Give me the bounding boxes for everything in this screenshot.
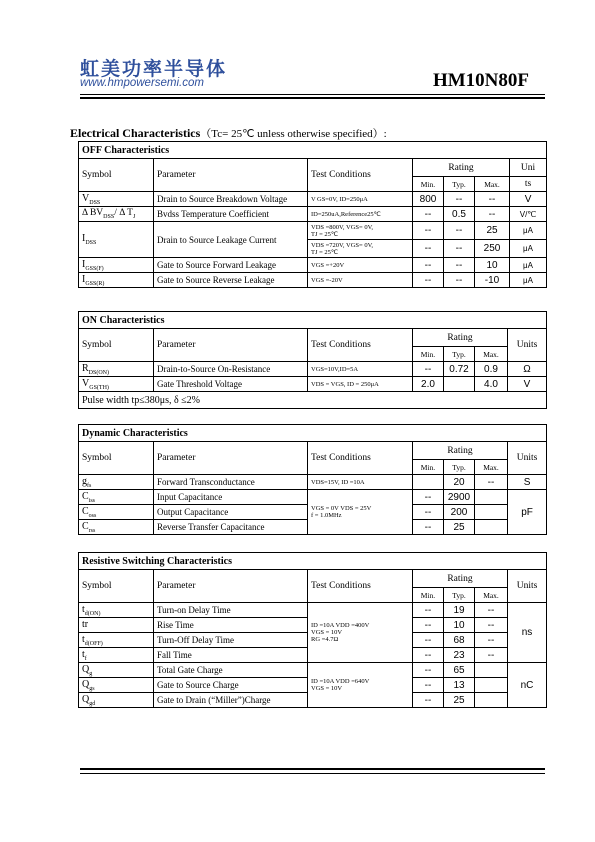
symbol-cell: $Q_{gs}$ (79, 678, 154, 693)
min-cell: -- (413, 258, 444, 273)
max-cell (475, 678, 508, 693)
col-symbol: Symbol (79, 159, 154, 192)
typ-cell: -- (444, 273, 475, 288)
col-parameter: Parameter (154, 442, 308, 475)
typ-cell: 65 (444, 663, 475, 678)
col-max: Max. (475, 347, 508, 362)
typ-cell: 25 (444, 693, 475, 708)
symbol-cell: $Q_{gd}$ (79, 693, 154, 708)
col-units-2: ts (510, 177, 547, 192)
symbol-cell: $I_{GSS(R)}$ (79, 273, 154, 288)
typ-cell: -- (444, 222, 475, 240)
col-conditions: Test Conditions (308, 442, 413, 475)
col-typ: Typ. (444, 588, 475, 603)
on-characteristics-table (78, 311, 547, 409)
min-cell: -- (413, 633, 444, 648)
condition-cell: VDS = VGS, ID = 250μA (308, 377, 413, 392)
title-note: （Tc= 25℃ unless otherwise specified）: (200, 128, 387, 140)
min-cell (413, 475, 444, 490)
min-cell: 2.0 (413, 377, 444, 392)
unit-cell: Ω (508, 362, 547, 377)
max-cell (475, 663, 508, 678)
typ-cell: 0.72 (444, 362, 475, 377)
table-row (79, 663, 547, 678)
table-row (79, 273, 547, 288)
table-row (79, 475, 547, 490)
col-typ: Typ. (444, 460, 475, 475)
typ-cell: 0.5 (444, 207, 475, 222)
col-typ: Typ. (444, 177, 475, 192)
table-row (79, 490, 547, 505)
col-units: Units (508, 442, 547, 475)
max-cell (475, 520, 508, 535)
max-cell (475, 693, 508, 708)
col-parameter: Parameter (154, 159, 308, 192)
max-cell: -- (475, 192, 510, 207)
max-cell: -- (475, 648, 508, 663)
symbol-cell: $C_{oss}$ (79, 505, 154, 520)
brand-name: 虹美功率半导体 (80, 58, 228, 80)
parameter-cell: Gate Threshold Voltage (154, 377, 308, 392)
unit-cell: V (508, 377, 547, 392)
off-characteristics-table (78, 141, 547, 288)
typ-cell: -- (444, 192, 475, 207)
charge-unit-cell: nC (508, 663, 547, 708)
footer-rule-thick (80, 768, 545, 770)
max-cell: 0.9 (475, 362, 508, 377)
parameter-cell: Turn-on Delay Time (154, 603, 308, 618)
typ-cell: 23 (444, 648, 475, 663)
min-cell: -- (413, 490, 444, 505)
symbol-cell: $I_{GSS(F)}$ (79, 258, 154, 273)
symbol-cell: $t_{d(OFF)}$ (79, 633, 154, 648)
col-conditions: Test Conditions (308, 570, 413, 603)
typ-cell: -- (444, 240, 475, 258)
col-parameter: Parameter (154, 570, 308, 603)
col-max: Max. (475, 588, 508, 603)
typ-cell: 19 (444, 603, 475, 618)
col-rating: Rating (413, 159, 510, 177)
on-section-title: ON Characteristics (79, 312, 547, 329)
symbol-cell: Δ $BV_{DSS}/$ Δ $T_J$ (79, 207, 154, 222)
typ-cell: 200 (444, 505, 475, 520)
min-cell: -- (413, 520, 444, 535)
col-min: Min. (413, 588, 444, 603)
symbol-cell: $t_f$ (79, 648, 154, 663)
col-min: Min. (413, 460, 444, 475)
condition-cell: VGS=10V,ID=5A (308, 362, 413, 377)
max-cell: -- (475, 475, 508, 490)
col-max: Max. (475, 177, 510, 192)
max-cell: 10 (475, 258, 510, 273)
table-row (79, 192, 547, 207)
header-rule-thick (80, 97, 545, 99)
col-rating: Rating (413, 442, 508, 460)
typ-cell: 25 (444, 520, 475, 535)
typ-cell: 68 (444, 633, 475, 648)
condition-cell: VDS =720V, VGS= 0V, TJ = 25℃ (308, 240, 413, 258)
max-cell: -- (475, 207, 510, 222)
min-cell: -- (413, 678, 444, 693)
min-cell: -- (413, 207, 444, 222)
table-row (79, 603, 547, 618)
charge-condition-cell: ID =10A VDD =640V VGS = 10V (308, 663, 413, 708)
max-cell (475, 490, 508, 505)
parameter-cell: Input Capacitance (154, 490, 308, 505)
parameter-cell: Drain to Source Breakdown Voltage (154, 192, 308, 207)
unit-cell: V (510, 192, 547, 207)
parameter-cell: Rise Time (154, 618, 308, 633)
col-symbol: Symbol (79, 329, 154, 362)
col-conditions: Test Conditions (308, 329, 413, 362)
condition-cell: VDS =800V, VGS= 0V, TJ = 25℃ (308, 222, 413, 240)
min-cell: -- (413, 240, 444, 258)
col-units: Units (508, 329, 547, 362)
parameter-cell: Drain-to-Source On-Resistance (154, 362, 308, 377)
page-title (70, 125, 387, 141)
condition-cell: ID=250uA,Reference25℃ (308, 207, 413, 222)
col-conditions: Test Conditions (308, 159, 413, 192)
min-cell: -- (413, 663, 444, 678)
table-row (79, 362, 547, 377)
condition-cell: VGS =-20V (308, 273, 413, 288)
symbol-cell: $R_{DS(ON)}$ (79, 362, 154, 377)
typ-cell: 20 (444, 475, 475, 490)
symbol-cell: $V_{DSS}$ (79, 192, 154, 207)
min-cell: -- (413, 273, 444, 288)
part-number: HM10N80F (432, 70, 529, 91)
col-units: Units (508, 570, 547, 603)
col-symbol: Symbol (79, 570, 154, 603)
timing-unit-cell: ns (508, 603, 547, 663)
parameter-cell: Forward Transconductance (154, 475, 308, 490)
parameter-cell: Total Gate Charge (154, 663, 308, 678)
min-cell: -- (413, 505, 444, 520)
unit-cell: S (508, 475, 547, 490)
max-cell: 250 (475, 240, 510, 258)
unit-cell: μA (510, 273, 547, 288)
col-rating: Rating (413, 570, 508, 588)
table-row (79, 377, 547, 392)
max-cell: -- (475, 618, 508, 633)
symbol-cell: $C_{rss}$ (79, 520, 154, 535)
symbol-cell: $V_{GS(TH)}$ (79, 377, 154, 392)
col-min: Min. (413, 347, 444, 362)
col-parameter: Parameter (154, 329, 308, 362)
unit-cell: μA (510, 222, 547, 240)
min-cell: -- (413, 362, 444, 377)
col-min: Min. (413, 177, 444, 192)
symbol-cell: tr (79, 618, 154, 633)
typ-cell: -- (444, 258, 475, 273)
min-cell: 800 (413, 192, 444, 207)
table-row (79, 222, 547, 240)
condition-cell: V GS=0V, ID=250μA (308, 192, 413, 207)
symbol-cell: $t_{d(ON)}$ (79, 603, 154, 618)
capacitance-condition-cell: VGS = 0V VDS = 25V f = 1.0MHz (308, 490, 413, 535)
typ-cell: 10 (444, 618, 475, 633)
footer-rule-thin (80, 773, 545, 774)
unit-cell: μA (510, 258, 547, 273)
header-rule-thin (80, 94, 545, 95)
parameter-cell: Reverse Transfer Capacitance (154, 520, 308, 535)
brand-url[interactable]: www.hmpowersemi.com (80, 77, 204, 89)
parameter-cell: Fall Time (154, 648, 308, 663)
max-cell: -- (475, 603, 508, 618)
typ-cell (444, 377, 475, 392)
max-cell: 25 (475, 222, 510, 240)
min-cell: -- (413, 603, 444, 618)
unit-cell: V/℃ (510, 207, 547, 222)
condition-cell: VGS =+20V (308, 258, 413, 273)
col-max: Max. (475, 460, 508, 475)
parameter-cell: Output Capacitance (154, 505, 308, 520)
min-cell: -- (413, 693, 444, 708)
parameter-cell: Gate to Source Charge (154, 678, 308, 693)
min-cell: -- (413, 618, 444, 633)
col-units-1: Uni (510, 159, 547, 177)
parameter-cell: Gate to Source Forward Leakage (154, 258, 308, 273)
typ-cell: 13 (444, 678, 475, 693)
dynamic-section-title: Dynamic Characteristics (79, 425, 547, 442)
pulse-note: Pulse width tp≤380μs, δ ≤2% (79, 392, 547, 409)
title-main: Electrical Characteristics (70, 126, 201, 140)
switching-section-title: Resistive Switching Characteristics (79, 553, 547, 570)
parameter-cell: Drain to Source Leakage Current (154, 222, 308, 258)
min-cell: -- (413, 648, 444, 663)
symbol-cell: $I_{DSS}$ (79, 222, 154, 258)
symbol-cell: $Q_g$ (79, 663, 154, 678)
col-typ: Typ. (444, 347, 475, 362)
max-cell: -- (475, 633, 508, 648)
max-cell: -10 (475, 273, 510, 288)
timing-condition-cell: ID =10A VDD =400V VGS = 10V RG =4.7Ω (308, 603, 413, 663)
parameter-cell: Gate to Drain (“Miller”)Charge (154, 693, 308, 708)
symbol-cell: $g_{fs}$ (79, 475, 154, 490)
off-section-title: OFF Characteristics (79, 142, 547, 159)
parameter-cell: Bvdss Temperature Coefficient (154, 207, 308, 222)
unit-cell: μA (510, 240, 547, 258)
max-cell: 4.0 (475, 377, 508, 392)
symbol-cell: $C_{iss}$ (79, 490, 154, 505)
min-cell: -- (413, 222, 444, 240)
condition-cell: VDS=15V, ID =10A (308, 475, 413, 490)
parameter-cell: Gate to Source Reverse Leakage (154, 273, 308, 288)
parameter-cell: Turn-Off Delay Time (154, 633, 308, 648)
col-rating: Rating (413, 329, 508, 347)
col-symbol: Symbol (79, 442, 154, 475)
dynamic-characteristics-table (78, 424, 547, 535)
max-cell (475, 505, 508, 520)
table-row (79, 207, 547, 222)
table-row (79, 258, 547, 273)
typ-cell: 2900 (444, 490, 475, 505)
capacitance-unit-cell: pF (508, 490, 547, 535)
switching-characteristics-table (78, 552, 547, 708)
